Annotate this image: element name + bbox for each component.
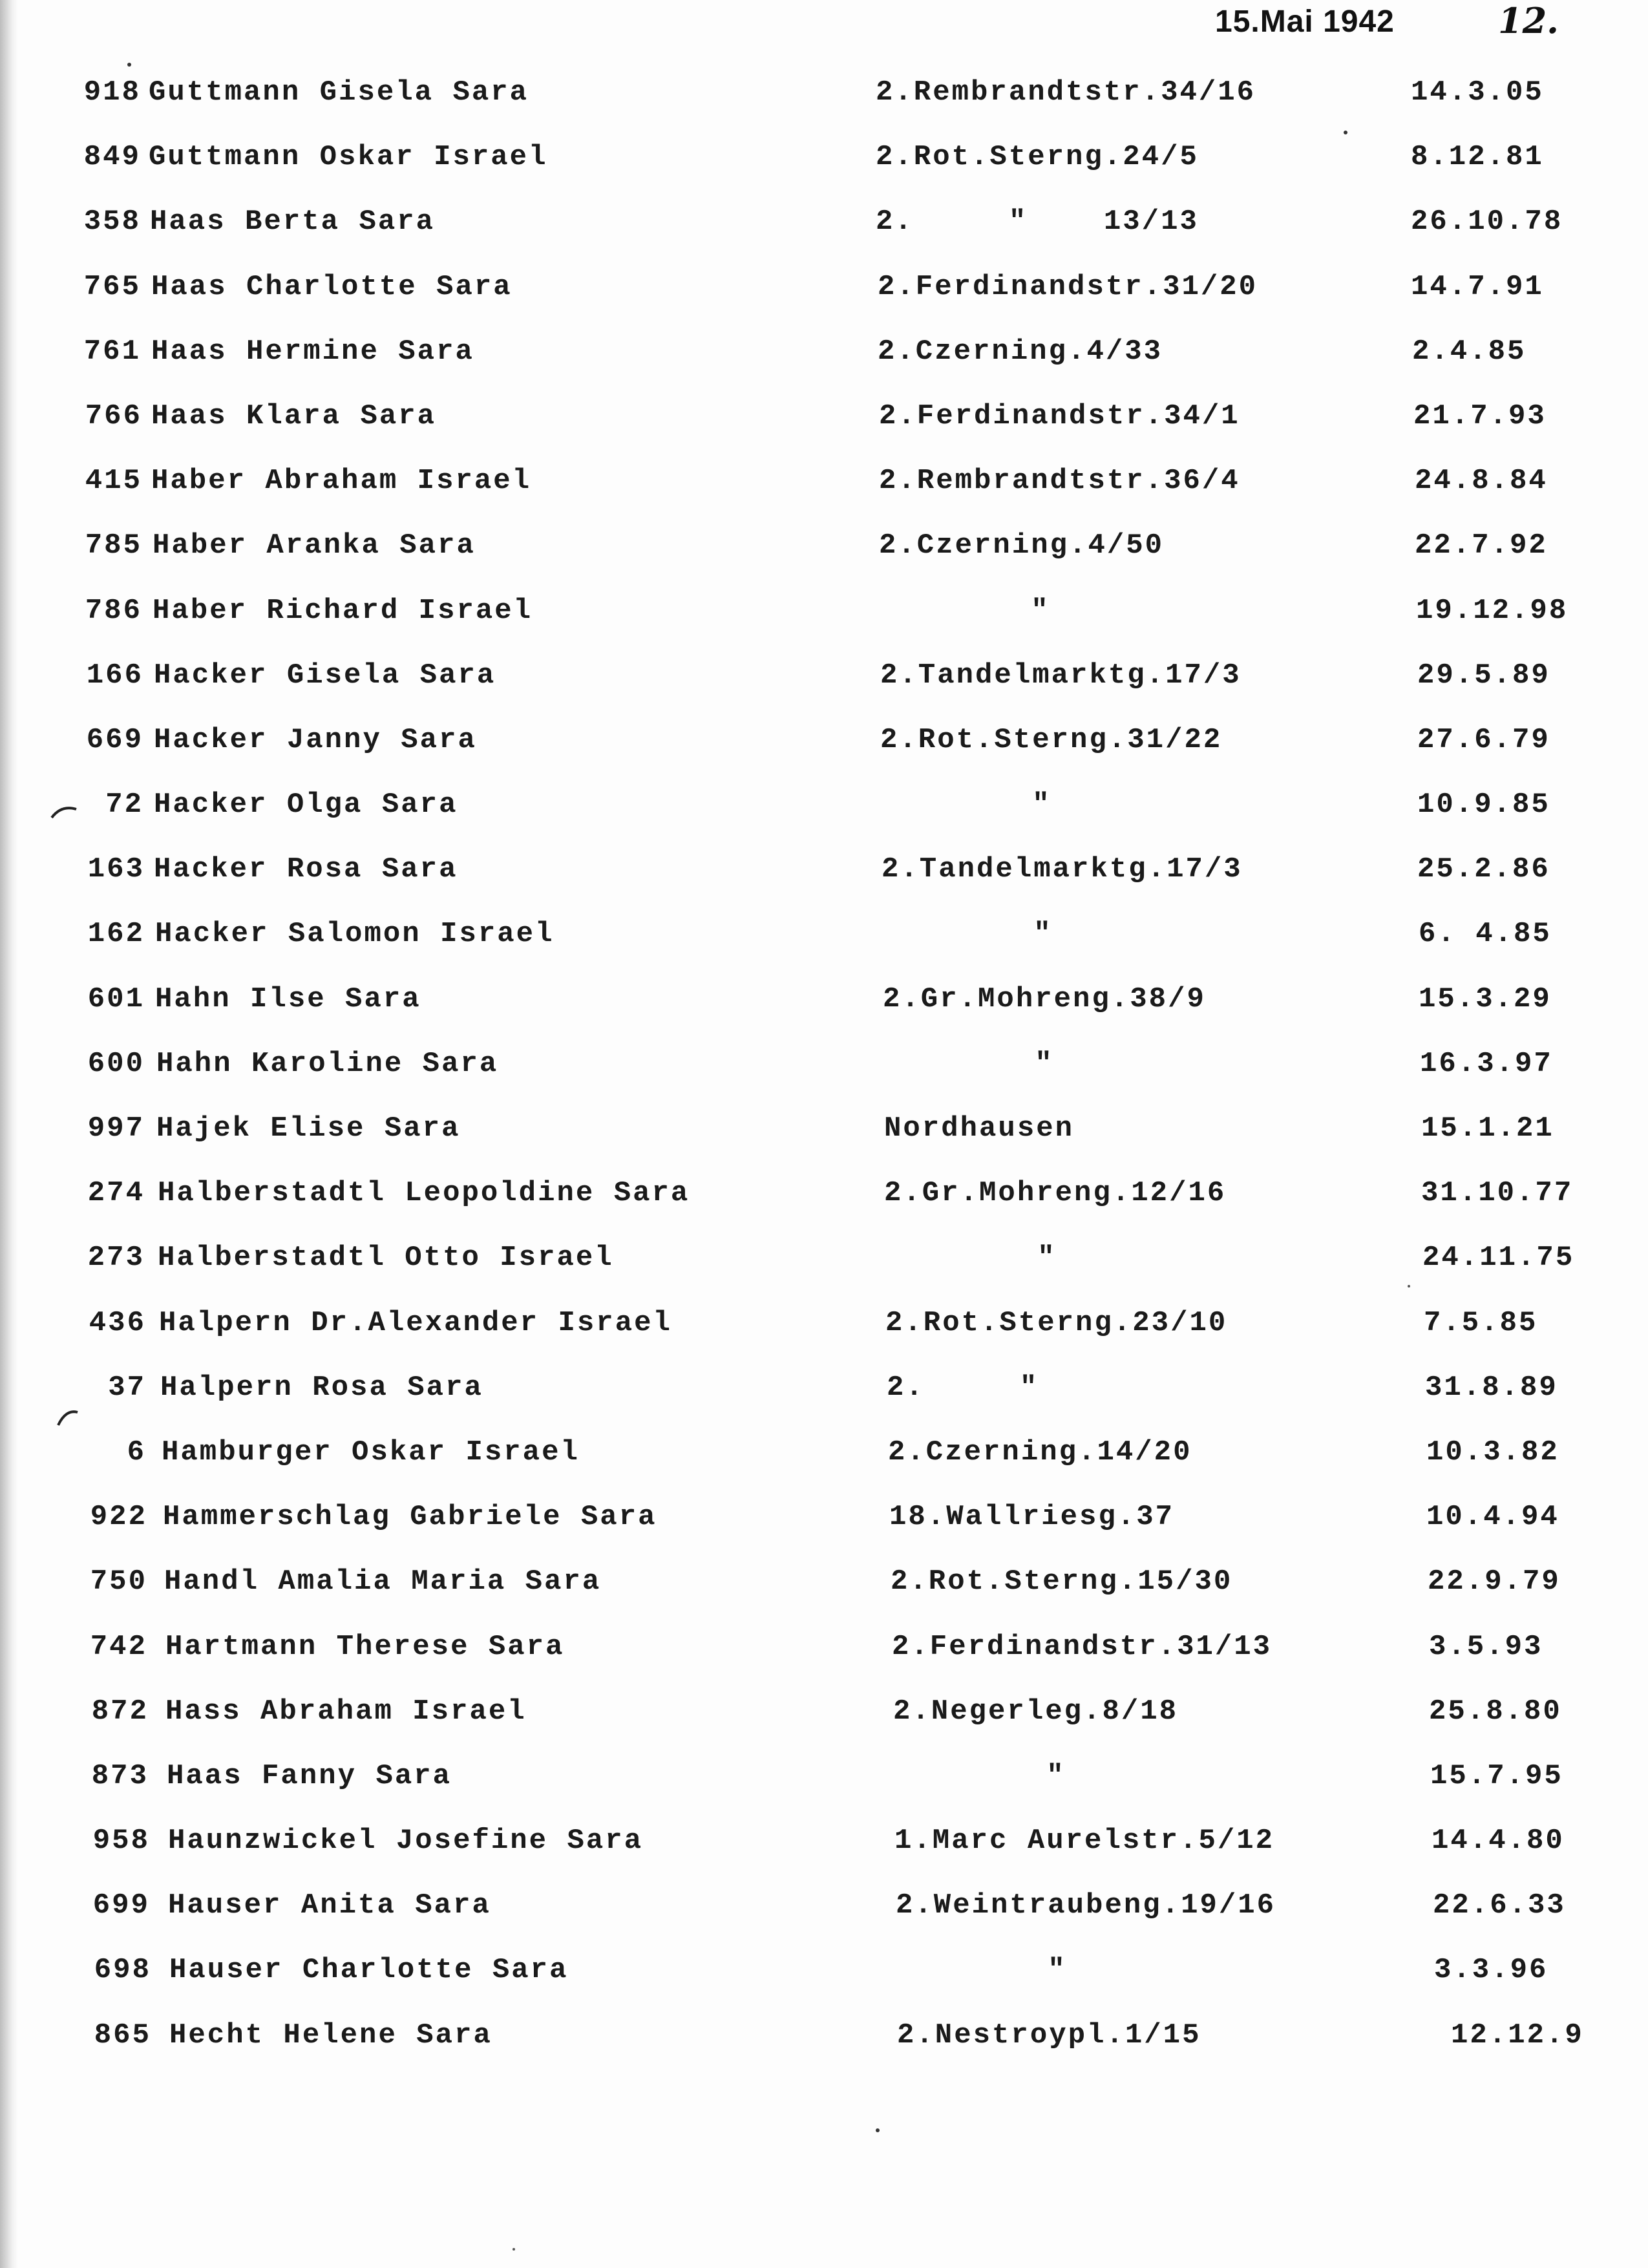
entry-address: 2.Czerning.14/20	[888, 1436, 1192, 1468]
list-item	[0, 659, 1648, 724]
entry-number: 669	[86, 723, 143, 756]
entry-birth-date: 12.12.9	[1451, 2019, 1584, 2051]
list-item	[0, 2019, 1648, 2084]
entry-birth-date: 26.10.78	[1411, 206, 1563, 238]
entry-name: Hahn Ilse Sara	[155, 982, 421, 1015]
list-item	[0, 529, 1648, 594]
entry-address: 2.Ferdinandstr.31/13	[892, 1630, 1273, 1663]
entry-address: 1.Marc Aurelstr.5/12	[894, 1825, 1275, 1858]
entry-address: 2.Czerning.4/33	[878, 335, 1163, 368]
entry-address: "	[883, 1047, 1054, 1080]
list-item	[0, 1954, 1648, 2019]
entry-number: 922	[90, 1501, 147, 1534]
entry-number: 873	[91, 1759, 149, 1792]
entry-name: Guttmann Oskar Israel	[149, 141, 548, 174]
entry-birth-date: 3.5.93	[1429, 1630, 1543, 1663]
entry-number: 761	[83, 335, 141, 368]
entry-name: Handl Amalia Maria Sara	[164, 1565, 602, 1598]
entry-number: 698	[94, 1954, 151, 1987]
entry-number: 872	[91, 1695, 149, 1728]
entry-birth-date: 24.8.84	[1415, 465, 1548, 498]
list-item	[0, 141, 1648, 206]
entry-address: 18.Wallriesg.37	[889, 1501, 1175, 1534]
entry-name: Hahn Karoline Sara	[156, 1047, 499, 1080]
page-number: 12.	[1498, 0, 1559, 41]
entry-address: 2.Nestroypl.1/15	[897, 2019, 1201, 2051]
entry-name: Haas Hermine Sara	[151, 335, 474, 368]
list-item	[0, 206, 1648, 270]
entry-number: 601	[87, 982, 145, 1015]
entry-birth-date: 6. 4.85	[1419, 918, 1552, 951]
list-item	[0, 271, 1648, 335]
list-item	[0, 1112, 1648, 1177]
entry-number: 415	[85, 465, 142, 498]
entry-birth-date: 22.6.33	[1433, 1889, 1566, 1922]
entry-number: 600	[87, 1047, 145, 1080]
entry-address: "	[882, 918, 1053, 951]
list-item	[0, 1307, 1648, 1372]
list-item	[0, 789, 1648, 853]
list-item	[0, 918, 1648, 982]
entry-address: 2.Ferdinandstr.31/20	[878, 270, 1258, 303]
entry-number: 997	[87, 1112, 145, 1145]
entry-number: 274	[87, 1177, 145, 1210]
list-item	[0, 983, 1648, 1048]
entry-birth-date: 21.7.93	[1413, 399, 1547, 432]
entry-address: 2.Weintraubeng.19/16	[896, 1889, 1276, 1922]
entry-birth-date: 31.10.77	[1421, 1177, 1574, 1210]
entry-number: 865	[94, 2019, 151, 2051]
entry-address: 2. "	[887, 1371, 1039, 1404]
list-item	[0, 595, 1648, 659]
entry-birth-date: 2.4.85	[1412, 335, 1527, 368]
entry-birth-date: 22.7.92	[1415, 529, 1548, 562]
entry-number: 72	[105, 789, 143, 821]
list-item	[0, 1177, 1648, 1242]
list-item	[0, 853, 1648, 918]
list-item	[0, 1501, 1648, 1565]
entry-number: 37	[108, 1371, 146, 1404]
date-stamp: 15.Mai 1942	[1215, 5, 1395, 39]
entry-address: 2.Gr.Mohreng.38/9	[883, 982, 1206, 1015]
entry-birth-date: 10.9.85	[1417, 789, 1550, 821]
entry-name: Hacker Gisela Sara	[154, 659, 496, 692]
list-item	[0, 1889, 1648, 1954]
list-item	[0, 1242, 1648, 1306]
entry-birth-date: 14.4.80	[1431, 1825, 1565, 1858]
entry-birth-date: 24.11.75	[1422, 1242, 1575, 1275]
entry-name: Haas Berta Sara	[150, 206, 436, 238]
entry-address: 2.Czerning.4/50	[879, 529, 1165, 562]
entry-address: 2.Negerleg.8/18	[893, 1695, 1179, 1728]
entry-address: "	[879, 594, 1050, 627]
list-item	[0, 1760, 1648, 1825]
list-item	[0, 465, 1648, 529]
entry-name: Halberstadtl Leopoldine Sara	[158, 1177, 690, 1210]
entry-address: 2.Tandelmarktg.17/3	[880, 659, 1241, 692]
entry-birth-date: 15.3.29	[1419, 982, 1552, 1015]
entry-name: Hammerschlag Gabriele Sara	[163, 1501, 657, 1534]
entry-name: Hacker Rosa Sara	[154, 853, 458, 886]
list-item	[0, 1048, 1648, 1112]
entry-name: Hacker Janny Sara	[154, 723, 477, 756]
entry-name: Hartmann Therese Sara	[165, 1630, 565, 1663]
entry-address: 2.Rembrandtstr.34/16	[876, 76, 1256, 109]
entry-name: Hacker Salomon Israel	[155, 918, 555, 951]
entry-number: 163	[87, 853, 145, 886]
entry-address: 2. " 13/13	[876, 206, 1199, 238]
entry-name: Haas Klara Sara	[151, 399, 437, 432]
entry-name: Haber Abraham Israel	[151, 465, 532, 498]
entry-name: Guttmann Gisela Sara	[149, 76, 529, 109]
list-item	[0, 1631, 1648, 1695]
list-item	[0, 1372, 1648, 1436]
list-item	[0, 724, 1648, 789]
entry-birth-date: 8.12.81	[1411, 141, 1544, 174]
entry-name: Haber Richard Israel	[153, 594, 533, 627]
entry-name: Halpern Rosa Sara	[160, 1371, 483, 1404]
list-item	[0, 1565, 1648, 1630]
entry-birth-date: 10.4.94	[1426, 1501, 1559, 1534]
entry-number: 766	[85, 399, 142, 432]
entry-birth-date: 25.2.86	[1417, 853, 1550, 886]
entry-address: 2.Rot.Sterng.23/10	[885, 1306, 1228, 1339]
entry-name: Hauser Charlotte Sara	[169, 1954, 569, 1987]
entry-name: Hacker Olga Sara	[154, 789, 458, 821]
entry-address: 2.Rot.Sterng.15/30	[891, 1565, 1233, 1598]
name-list	[0, 76, 1648, 2084]
entry-name: Hauser Anita Sara	[168, 1889, 491, 1922]
entry-birth-date: 3.3.96	[1434, 1954, 1548, 1987]
entry-address: "	[885, 1242, 1057, 1275]
entry-address: 2.Tandelmarktg.17/3	[882, 853, 1243, 886]
entry-name: Hass Abraham Israel	[165, 1695, 527, 1728]
entry-address: 2.Rot.Sterng.24/5	[876, 141, 1199, 174]
list-item	[0, 1825, 1648, 1889]
entry-name: Haunzwickel Josefine Sara	[168, 1825, 644, 1858]
entry-name: Haas Fanny Sara	[167, 1759, 452, 1792]
entry-birth-date: 15.7.95	[1430, 1759, 1563, 1792]
entry-birth-date: 27.6.79	[1417, 723, 1550, 756]
list-item	[0, 76, 1648, 141]
entry-number: 166	[86, 659, 143, 692]
entry-address: 2.Rot.Sterng.31/22	[880, 723, 1223, 756]
entry-number: 436	[89, 1306, 146, 1339]
entry-number: 785	[85, 529, 142, 562]
entry-number: 162	[87, 918, 145, 951]
entry-address: 2.Rembrandtstr.36/4	[879, 465, 1240, 498]
entry-number: 918	[83, 76, 141, 109]
entry-birth-date: 22.9.79	[1428, 1565, 1561, 1598]
entry-name: Haber Aranka Sara	[153, 529, 476, 562]
entry-address: "	[896, 1954, 1067, 1987]
list-item	[0, 1436, 1648, 1501]
entry-name: Hecht Helene Sara	[169, 2019, 492, 2051]
entry-number: 358	[83, 206, 141, 238]
entry-birth-date: 31.8.89	[1425, 1371, 1558, 1404]
entry-name: Hamburger Oskar Israel	[162, 1436, 580, 1468]
entry-number: 699	[92, 1889, 150, 1922]
entry-number: 958	[92, 1825, 150, 1858]
entry-address: Nordhausen	[884, 1112, 1075, 1145]
entry-number: 6	[127, 1436, 146, 1468]
entry-birth-date: 16.3.97	[1420, 1047, 1553, 1080]
entry-name: Halberstadtl Otto Israel	[158, 1242, 614, 1275]
list-item	[0, 335, 1648, 400]
entry-number: 750	[90, 1565, 147, 1598]
entry-birth-date: 25.8.80	[1429, 1695, 1562, 1728]
entry-birth-date: 10.3.82	[1426, 1436, 1559, 1468]
entry-birth-date: 19.12.98	[1416, 594, 1569, 627]
entry-name: Haas Charlotte Sara	[151, 270, 512, 303]
entry-number: 849	[83, 141, 141, 174]
entry-number: 765	[83, 270, 141, 303]
entry-birth-date: 15.1.21	[1421, 1112, 1554, 1145]
entry-number: 273	[87, 1242, 145, 1275]
list-item	[0, 1695, 1648, 1760]
entry-address: 2.Ferdinandstr.34/1	[879, 399, 1240, 432]
entry-number: 786	[85, 594, 142, 627]
list-item	[0, 400, 1648, 465]
entry-name: Halpern Dr.Alexander Israel	[159, 1306, 672, 1339]
entry-birth-date: 7.5.85	[1424, 1306, 1538, 1339]
entry-birth-date: 14.3.05	[1411, 76, 1544, 109]
entry-address: 2.Gr.Mohreng.12/16	[884, 1177, 1227, 1210]
entry-name: Hajek Elise Sara	[156, 1112, 461, 1145]
entry-number: 742	[90, 1630, 147, 1663]
entry-address: "	[880, 789, 1051, 821]
entry-birth-date: 29.5.89	[1417, 659, 1550, 692]
entry-birth-date: 14.7.91	[1411, 270, 1544, 303]
entry-address: "	[894, 1759, 1066, 1792]
